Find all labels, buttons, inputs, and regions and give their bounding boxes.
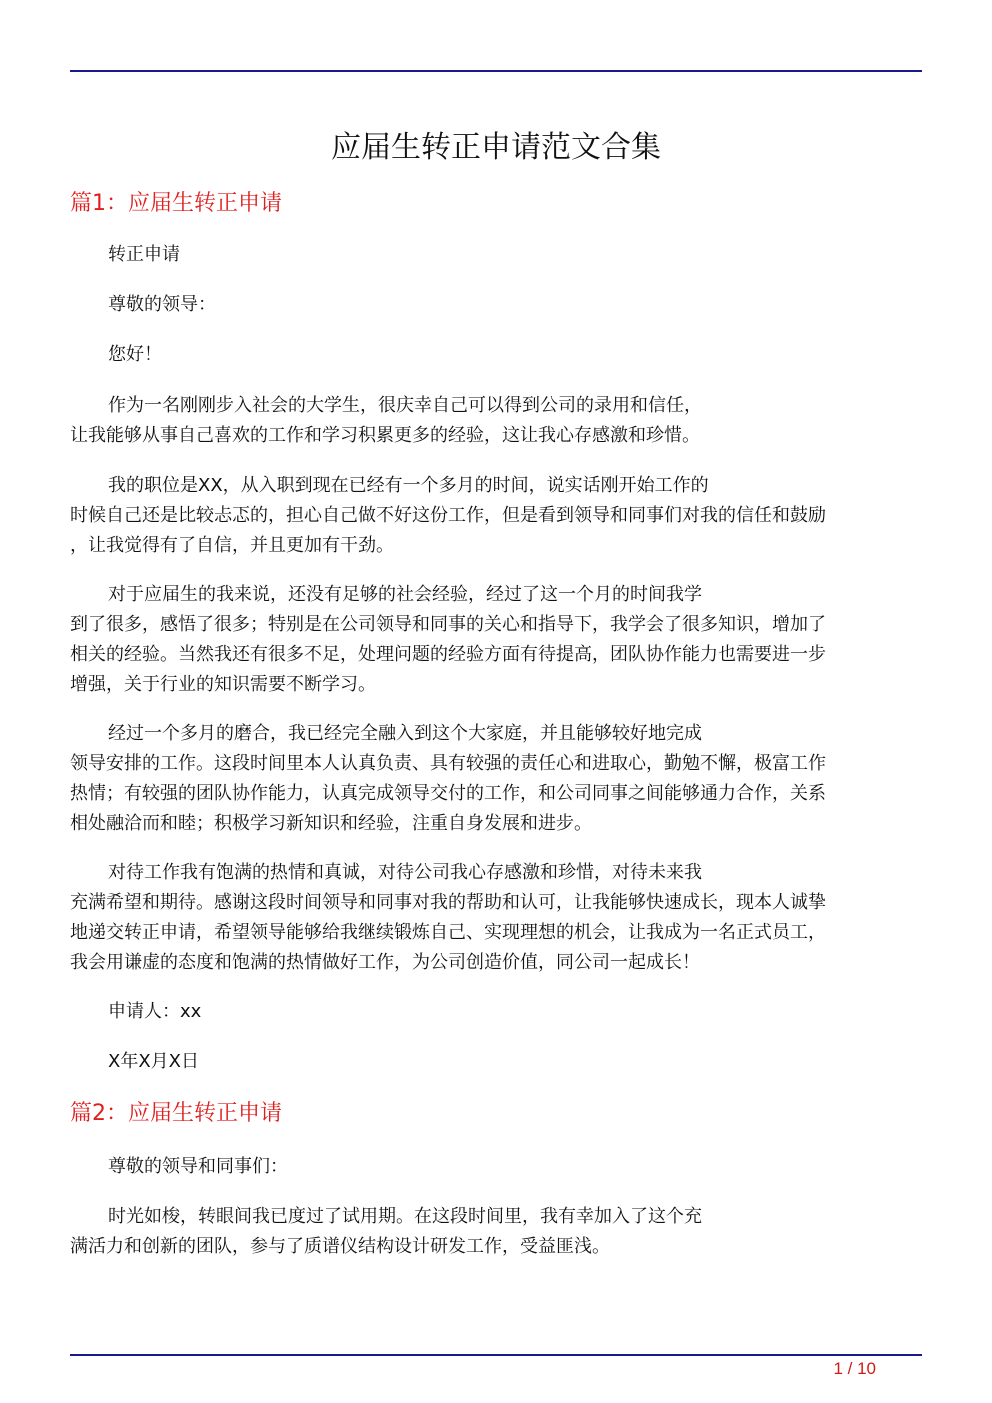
section-2-heading: 篇2：应届生转正申请: [70, 1101, 282, 1126]
section-2-salutation: [70, 1152, 912, 1182]
section-1-greeting: [70, 340, 912, 370]
section-1-paragraph: [70, 580, 912, 700]
text-line: 到了很多，感悟了很多；特别是在公司领导和同事的关心和指导下，我学会了很多知识，增加了: [70, 614, 826, 635]
text-line: 热情；有较强的团队协作能力，认真完成领导交付的工作，和公司同事之间能够通力合作，关系: [70, 783, 826, 804]
header-rule: [70, 70, 922, 72]
section-1-paragraph: [70, 858, 912, 978]
document-title: 应届生转正申请范文合集: [331, 130, 661, 165]
footer-rule: [70, 1354, 922, 1356]
text-line: ，让我觉得有了自信，并且更加有干劲。: [70, 535, 394, 556]
text-line: 您好！: [108, 344, 162, 365]
section-1-signature: [70, 997, 912, 1027]
text-line: 对于应届生的我来说，还没有足够的社会经验，经过了这一个月的时间我学: [108, 584, 702, 605]
text-line: 转正申请: [108, 244, 180, 265]
text-line: 相关的经验。当然我还有很多不足，处理问题的经验方面有待提高，团队协作能力也需要进一步: [70, 644, 826, 665]
text-line: 经过一个多月的磨合，我已经完全融入到这个大家庭，并且能够较好地完成: [108, 723, 702, 744]
text-line: 时候自己还是比较忐忑的，担心自己做不好这份工作，但是看到领导和同事们对我的信任和鼓励: [70, 505, 826, 526]
section-1-salutation-title: [70, 240, 912, 270]
text-line: 尊敬的领导和同事们：: [108, 1156, 288, 1177]
text-line: 对待工作我有饱满的热情和真诚，对待公司我心存感激和珍惜，对待未来我: [108, 862, 702, 883]
text-line: 申请人：xx: [108, 1001, 202, 1022]
section-1-paragraph: [70, 719, 912, 839]
section-1-paragraph: [70, 391, 912, 451]
text-line: 地递交转正申请，希望领导能够给我继续锻炼自己、实现理想的机会，让我成为一名正式员工，: [70, 922, 826, 943]
section-2-paragraph: [70, 1202, 912, 1262]
text-line: 我的职位是XX，从入职到现在已经有一个多月的时间，说实话刚开始工作的: [108, 475, 709, 496]
section-1-paragraph: [70, 471, 912, 561]
text-line: 我会用谦虚的态度和饱满的热情做好工作，为公司创造价值，同公司一起成长！: [70, 952, 700, 973]
text-line: 领导安排的工作。这段时间里本人认真负责、具有较强的责任心和进取心，勤勉不懈，极富工作: [70, 753, 826, 774]
text-line: 尊敬的领导：: [108, 294, 216, 315]
text-line: 增强，关于行业的知识需要不断学习。: [70, 674, 376, 695]
section-1-date: [70, 1047, 912, 1077]
page-number: 1 / 10: [833, 1359, 876, 1378]
text-line: 让我能够从事自己喜欢的工作和学习积累更多的经验，这让我心存感激和珍惜。: [70, 425, 700, 446]
section-1-heading: 篇1：应届生转正申请: [70, 191, 282, 216]
text-line: X年X月X日: [108, 1051, 199, 1072]
section-1-salutation: [70, 290, 912, 320]
text-line: 充满希望和期待。感谢这段时间领导和同事对我的帮助和认可，让我能够快速成长，现本人诚挚: [70, 892, 826, 913]
text-line: 作为一名刚刚步入社会的大学生，很庆幸自己可以得到公司的录用和信任，: [108, 395, 702, 416]
text-line: 时光如梭，转眼间我已度过了试用期。在这段时间里，我有幸加入了这个充: [108, 1206, 702, 1227]
text-line: 相处融洽而和睦；积极学习新知识和经验，注重自身发展和进步。: [70, 813, 592, 834]
text-line: 满活力和创新的团队，参与了质谱仪结构设计研发工作，受益匪浅。: [70, 1236, 610, 1257]
